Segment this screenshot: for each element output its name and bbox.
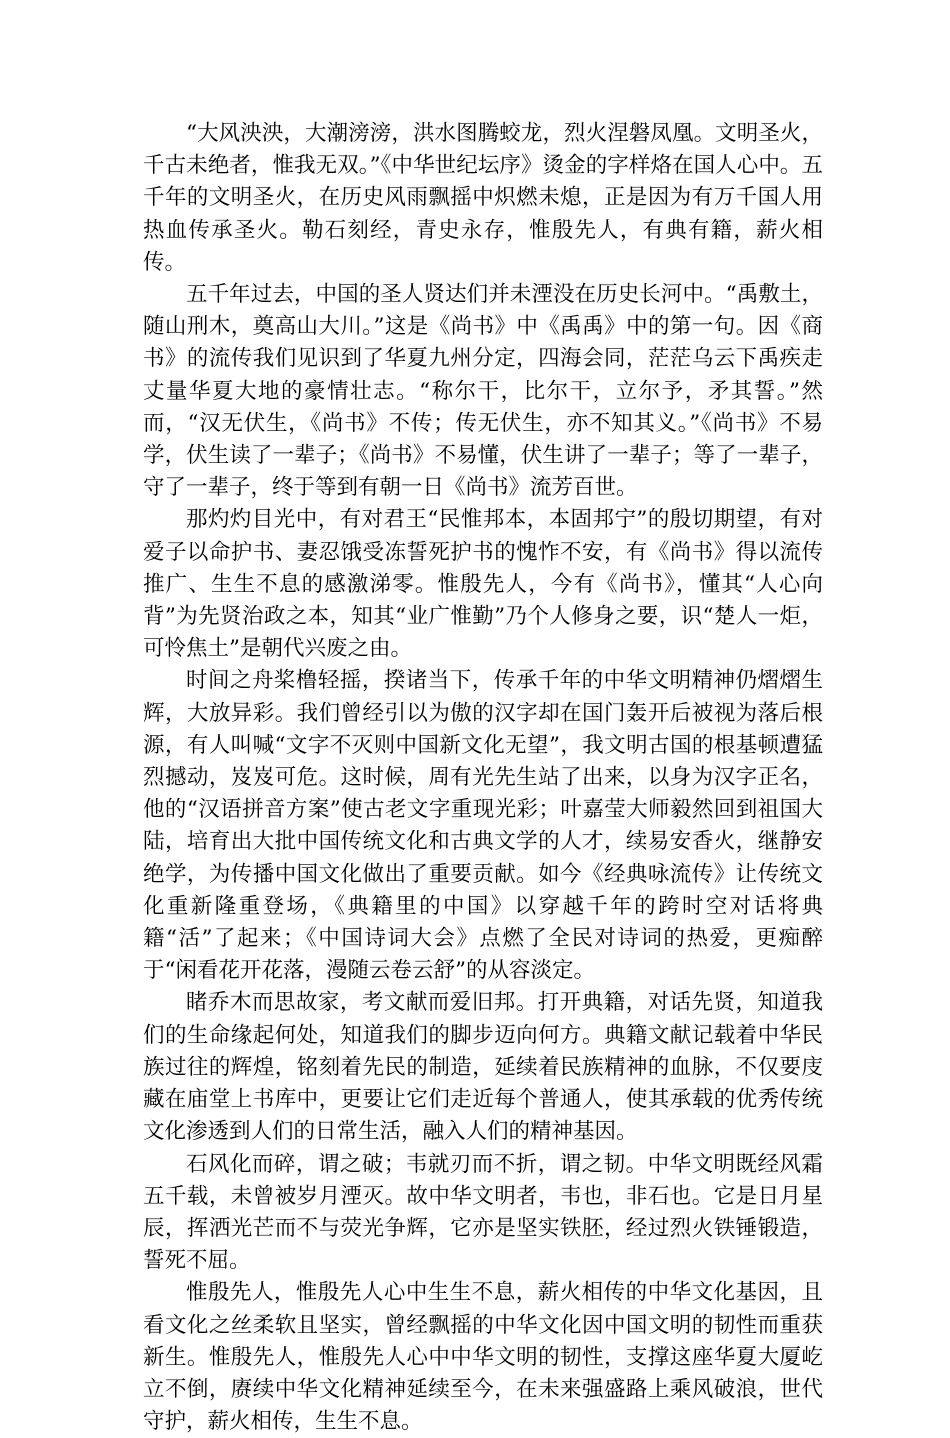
paragraph-4: 时间之舟桨橹轻摇，揆诸当下，传承千年的中华文明精神仍熠熠生辉，大放异彩。我们曾经引以为傲的汉字却在国门轰开后被视为落后根源，有人叫喊“文字不灭则中国新文化无望”，我文明古国的根基顿遭猛烈撼动，岌岌可危。这时候，周有光先生站了出来，以身为汉字正名，他的“汉语拼音方案”使古老文字重现光彩；叶嘉莹大师毅然回到祖国大陆，培育出大批中国传统文化和古典文学的人才，续易安香火，继静安绝学，为传播中国文化做出了重要贡献。如今《经典咏流传》让传统文化重新隆重登场，《典籍里的中国》以穿越千年的跨时空对话将典籍“活”了起来；《中国诗词大会》点燃了全民对诗词的热爱，更痴醉于“闲看花开花落，漫随云卷云舒”的从容淡定。 xyxy=(143,668,823,984)
paragraph-3: 那灼灼目光中，有对君王“民惟邦本，本固邦宁”的殷切期望，有对爱子以命护书、妻忍饿受冻誓死护书的愧怍不安，有《尚书》得以流传推广、生生不息的感激涕零。惟殷先人，今有《尚书》，懂其“人心向背”为先贤治政之本，知其“业广惟勤”乃个人修身之要，识“楚人一炬，可怜焦土”是朝代兴废之由。 xyxy=(143,507,823,662)
paragraph-2: 五千年过去，中国的圣人贤达们并未湮没在历史长河中。“禹敷土，随山刑木，奠高山大川。”这是《尚书》中《禹禹》中的第一句。因《商书》的流传我们见识到了华夏九州分定，四海会同，茫茫乌云下禹疾走丈量华夏大地的豪情壮志。“称尔干，比尔干，立尔予，矛其誓。”然而，“汉无伏生，《尚书》不传；传无伏生，亦不知其义。”《尚书》不易学，伏生读了一辈子；《尚书》不易懂，伏生讲了一辈子；等了一辈子，守了一辈子，终于等到有朝一日《尚书》流芳百世。 xyxy=(143,282,823,501)
essay-body xyxy=(143,118,823,1438)
paragraph-6: 石风化而碎，谓之破；韦就刃而不折，谓之韧。中华文明既经风霜五千载，未曾被岁月湮灭。故中华文明者，韦也，非石也。它是日月星辰，挥洒光芒而不与荧光争辉，它亦是坚实铁胚，经过烈火铁锤锻造，誓死不屈。 xyxy=(143,1151,823,1274)
paragraph-7: 惟殷先人，惟殷先人心中生生不息，薪火相传的中华文化基因，且看文化之丝柔软且坚实，曾经飘摇的中华文化因中国文明的韧性而重获新生。惟殷先人，惟殷先人心中中华文明的韧性，支撑这座华夏大厦屹立不倒，赓续中华文化精神延续至今，在未来强盛路上乘风破浪，世代守护，薪火相传，生生不息。 xyxy=(143,1280,823,1435)
paragraph-1: “大风泱泱，大潮滂滂，洪水图腾蛟龙，烈火涅磐凤凰。文明圣火，千古未绝者，惟我无双。”《中华世纪坛序》烫金的字样烙在国人心中。五千年的文明圣火，在历史风雨飘摇中炽燃未熄，正是因为有万千国人用热血传承圣火。勒石刻经，青史永存，惟殷先人，有典有籍，薪火相传。 xyxy=(143,121,823,275)
paragraph-5: 睹乔木而思故家，考文献而爱旧邦。打开典籍，对话先贤，知道我们的生命缘起何处，知道我们的脚步迈向何方。典籍文献记载着中华民族过往的辉煌，铭刻着先民的制造，延续着民族精神的血脉，不仅要庋藏在庙堂上书库中，更要让它们走近每个普通人，使其承载的优秀传统文化渗透到人们的日常生活，融入人们的精神基因。 xyxy=(143,990,823,1145)
